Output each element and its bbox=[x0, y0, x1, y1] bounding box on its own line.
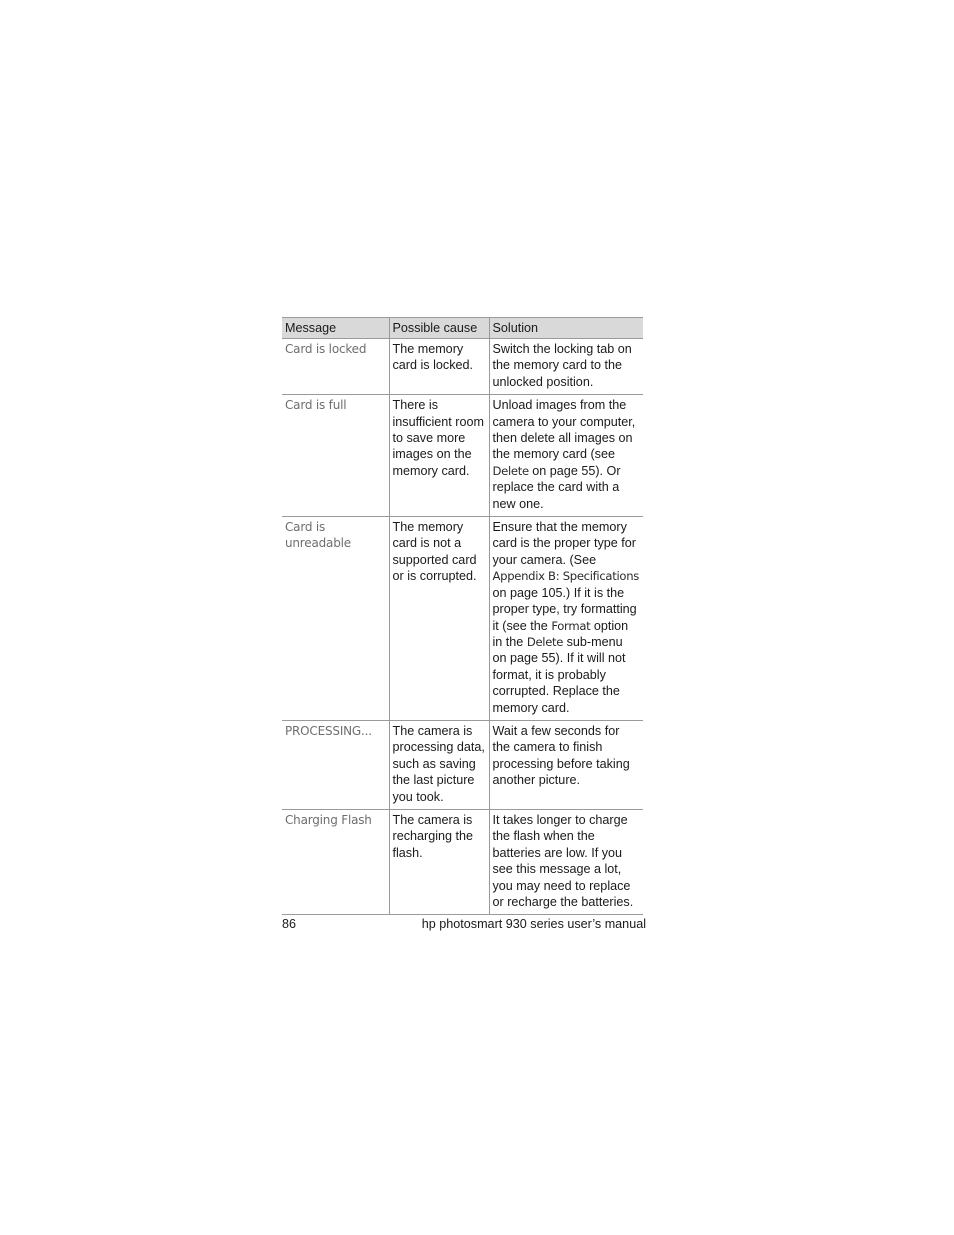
menu-reference: Format bbox=[551, 618, 591, 633]
table-row bbox=[282, 517, 643, 721]
message-cell: Card is full bbox=[282, 395, 389, 517]
cause-cell: The memory card is not a supported card or is corrupted. bbox=[389, 517, 489, 721]
cause-cell: The camera is processing data, such as saving the last picture you took. bbox=[389, 720, 489, 809]
table-header-row bbox=[282, 318, 643, 339]
message-cell: Charging Flash bbox=[282, 809, 389, 914]
table-row bbox=[282, 339, 643, 395]
solution-text: sub-menu on page 55). If it will not format, it is probably corrupted. Replace the memory card. bbox=[492, 634, 626, 715]
solution-text: Switch the locking tab on the memory card to the unlocked position. bbox=[492, 342, 632, 389]
solution-text: It takes longer to charge the flash when the batteries are low. If you see this message a lot, you may need to replace or recharge the batteries. bbox=[492, 812, 634, 909]
solution-cell bbox=[489, 395, 643, 517]
menu-reference: Delete bbox=[526, 634, 564, 649]
manual-title: hp photosmart 930 series user’s manual bbox=[421, 917, 646, 931]
solution-text: Unload images from the camera to your computer, then delete all images on the memory card (see bbox=[492, 398, 636, 462]
solution-text: on page 55). Or replace the card with a new one. bbox=[492, 463, 621, 511]
solution-text: Ensure that the memory card is the proper type for your camera. (See bbox=[492, 520, 636, 567]
solution-cell bbox=[489, 720, 643, 809]
solution-text: option in the bbox=[492, 618, 629, 649]
page-number: 86 bbox=[282, 917, 297, 931]
message-cell: PROCESSING... bbox=[282, 720, 389, 809]
cause-cell: The camera is recharging the flash. bbox=[389, 809, 489, 914]
header-message: Message bbox=[282, 318, 389, 339]
table-row bbox=[282, 720, 643, 809]
cause-cell: The memory card is locked. bbox=[389, 339, 489, 395]
error-message-table bbox=[282, 317, 643, 915]
solution-text: on page 105.) If it is the proper type, try formatting it (see the bbox=[492, 585, 637, 633]
cause-cell: There is insufficient room to save more images on the memory card. bbox=[389, 395, 489, 517]
message-cell: Card is unreadable bbox=[282, 517, 389, 721]
solution-cell bbox=[489, 809, 643, 914]
solution-cell bbox=[489, 339, 643, 395]
solution-cell bbox=[489, 517, 643, 721]
menu-reference: Appendix B: Specifications bbox=[492, 569, 639, 584]
table-row bbox=[282, 809, 643, 914]
table-body bbox=[282, 339, 643, 915]
solution-text: Wait a few seconds for the camera to finish processing before taking another picture. bbox=[492, 723, 630, 788]
header-possible-cause: Possible cause bbox=[389, 318, 489, 339]
header-solution: Solution bbox=[489, 318, 643, 339]
message-cell: Card is locked bbox=[282, 339, 389, 395]
table-row bbox=[282, 395, 643, 517]
menu-reference: Delete bbox=[492, 463, 529, 478]
